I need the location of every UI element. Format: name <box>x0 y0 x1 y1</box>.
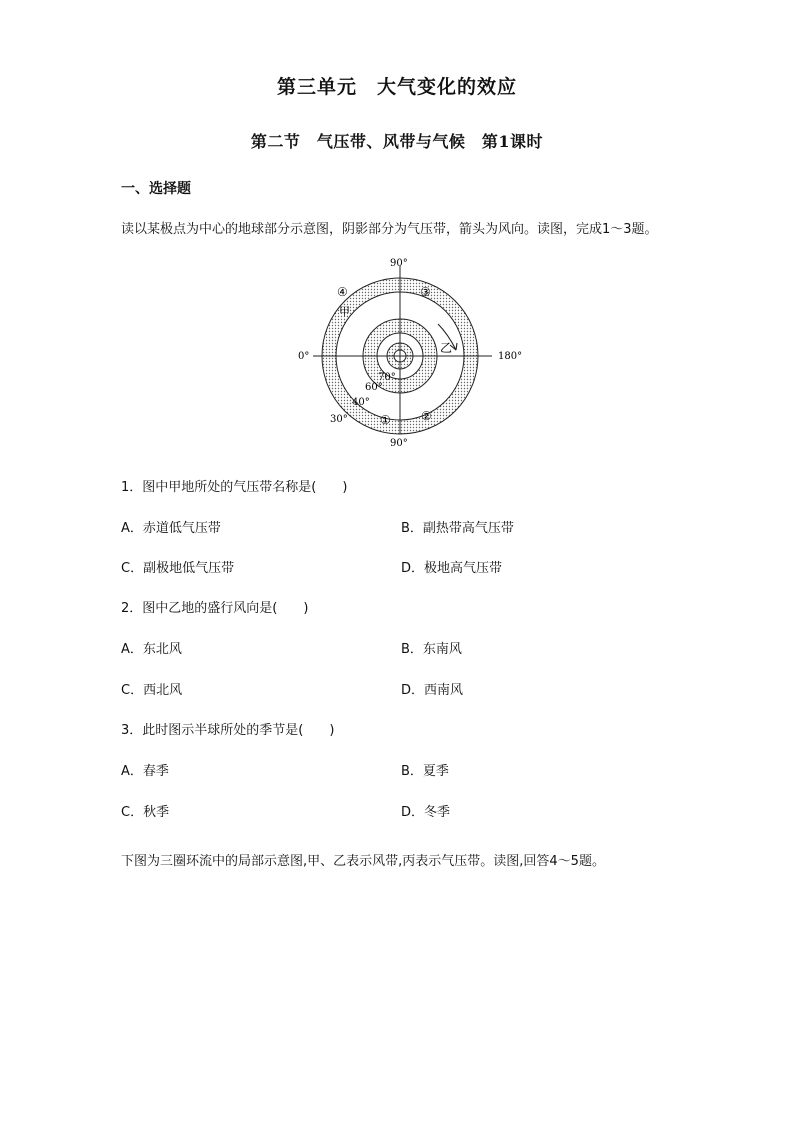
label-lat-40: 40° <box>352 397 370 408</box>
q2-option-b[interactable]: B．东南风 <box>401 642 462 657</box>
marker-4: ④ <box>337 285 348 299</box>
label-lat-bottom: 90° <box>390 438 408 449</box>
label-lat-top: 90° <box>390 258 408 269</box>
label-lon-left: 0° <box>298 351 310 362</box>
label-jia: 甲 <box>339 305 350 318</box>
label-lat-30: 30° <box>330 414 348 425</box>
question-2-stem: 2．图中乙地的盛行风向是( ) <box>121 601 309 616</box>
q2-option-a[interactable]: A．东北风 <box>121 642 182 657</box>
q3-option-a[interactable]: A．春季 <box>121 764 169 779</box>
marker-3: ③ <box>420 285 431 299</box>
marker-2: ② <box>421 409 432 423</box>
intro-text-2: 下图为三圈环流中的局部示意图,甲、乙表示风带,丙表示气压带。读图,回答4～5题。 <box>121 854 605 869</box>
q3-option-b[interactable]: B．夏季 <box>401 764 449 779</box>
question-1-stem: 1．图中甲地所处的气压带名称是( ) <box>121 480 348 495</box>
q3-option-d[interactable]: D．冬季 <box>401 805 451 820</box>
part-heading: 一、选择题 <box>121 181 191 197</box>
q3-option-c[interactable]: C．秋季 <box>121 805 170 820</box>
label-lat-60: 60° <box>365 382 383 393</box>
q1-option-b[interactable]: B．副热带高气压带 <box>401 521 514 536</box>
q1-option-a[interactable]: A．赤道低气压带 <box>121 521 221 536</box>
label-lon-right: 180° <box>498 351 523 362</box>
marker-1: ① <box>380 413 391 427</box>
q1-option-d[interactable]: D．极地高气压带 <box>401 561 503 576</box>
intro-text-1: 读以某极点为中心的地球部分示意图，阴影部分为气压带，箭头为风向。读图，完成1～3题。 <box>121 222 658 237</box>
label-lat-70: 70° <box>378 372 396 383</box>
q2-option-c[interactable]: C．西北风 <box>121 683 183 698</box>
q1-option-c[interactable]: C．副极地低气压带 <box>121 561 235 576</box>
label-yi: 乙 <box>440 341 453 355</box>
question-3-stem: 3．此时图示半球所处的季节是( ) <box>121 723 335 738</box>
unit-title: 第三单元 大气变化的效应 <box>276 76 517 98</box>
polar-diagram <box>280 252 540 452</box>
q2-option-d[interactable]: D．西南风 <box>401 683 464 698</box>
section-title: 第二节 气压带、风带与气候 第1课时 <box>250 132 544 151</box>
